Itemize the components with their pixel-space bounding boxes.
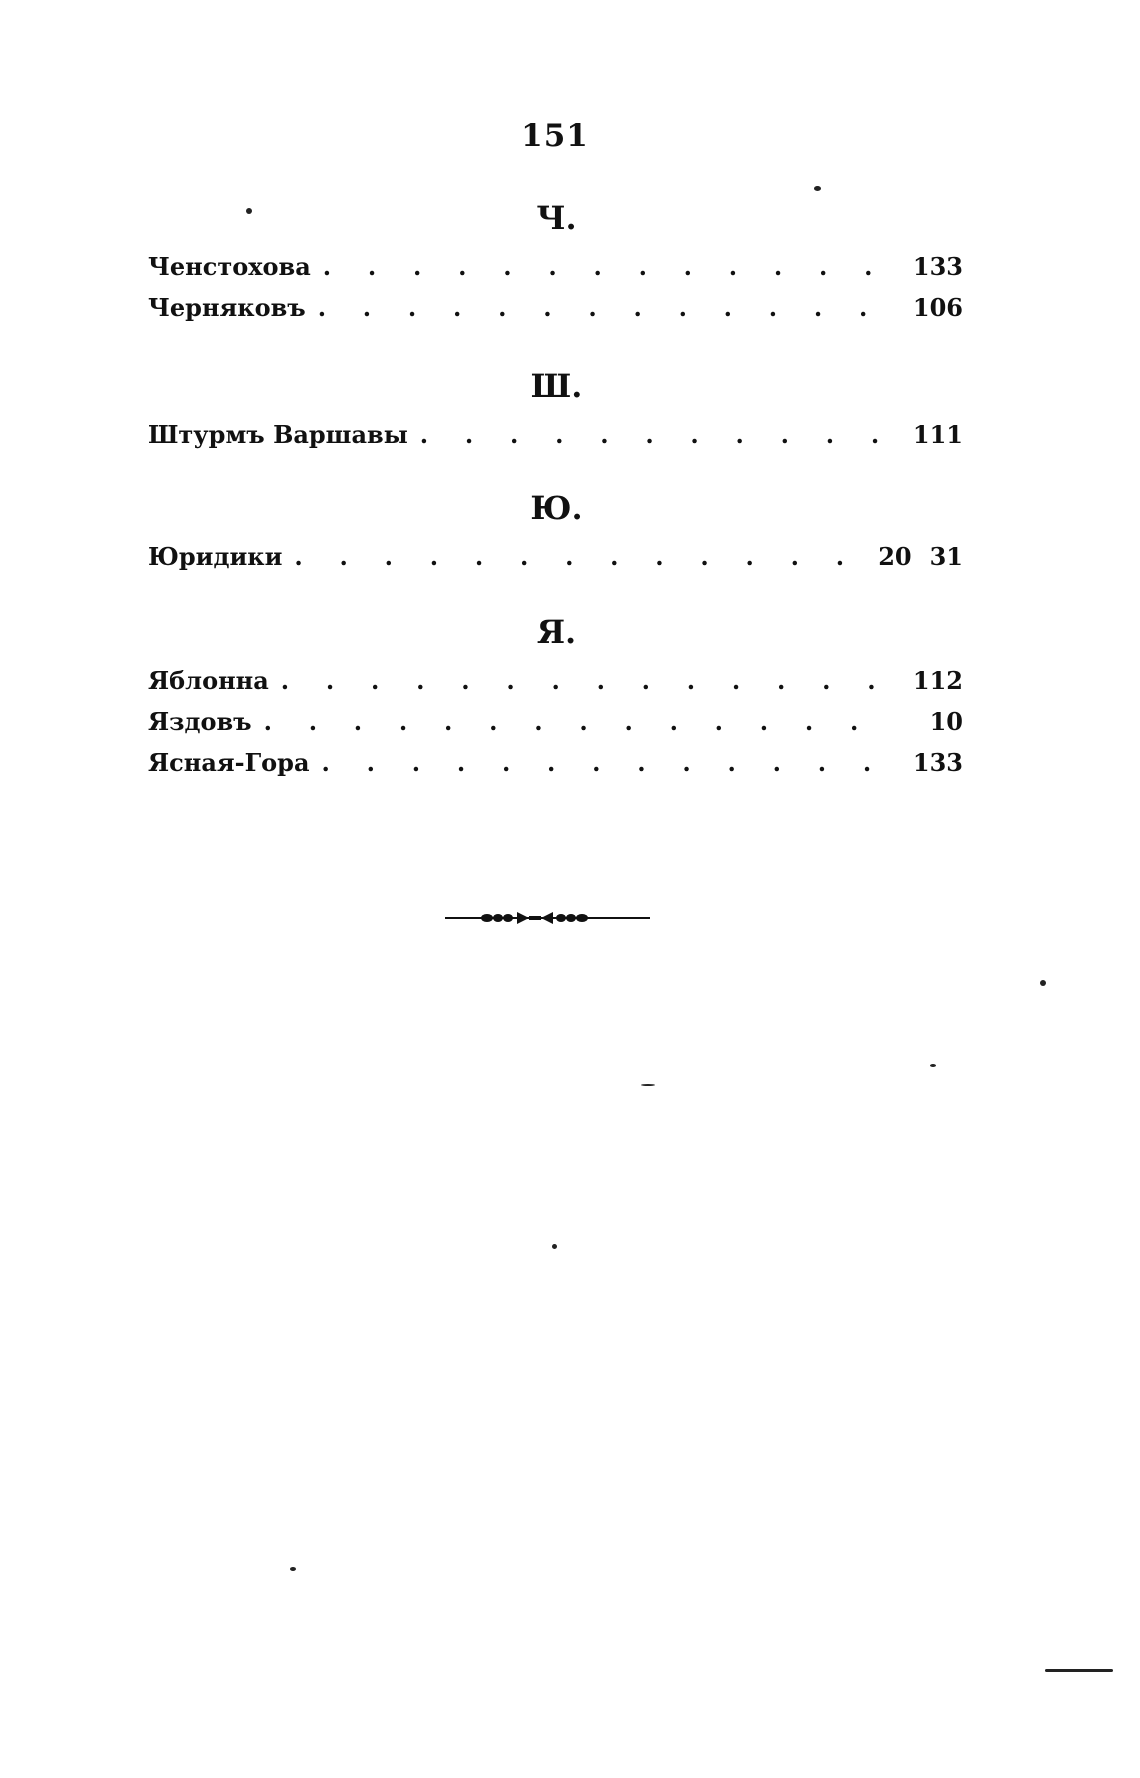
scan-speck (246, 208, 252, 214)
section-letter: Ю. (530, 489, 583, 527)
entry-pages (878, 536, 963, 577)
dot-leader (318, 287, 893, 328)
entry-page: 20 (878, 542, 912, 571)
dot-leader (420, 414, 893, 455)
entry-pages (903, 414, 963, 455)
index-section-sh (148, 358, 963, 455)
scan-speck (641, 1084, 655, 1086)
dot-leader (294, 536, 868, 577)
entry-name: Ясная-Гора (148, 748, 310, 777)
entry-name: Штурмъ Варшавы (148, 420, 408, 449)
scan-speck (1045, 1669, 1113, 1672)
scan-speck (814, 186, 821, 191)
end-ornament-icon (445, 908, 650, 928)
index-entry (148, 701, 963, 742)
dot-leader (264, 701, 893, 742)
index-entry (148, 536, 963, 577)
dot-leader (322, 742, 894, 783)
index-entry (148, 246, 963, 287)
entry-name: Ченстохова (148, 252, 311, 281)
entry-page: 10 (929, 707, 963, 736)
index-entry (148, 414, 963, 455)
index-entry (148, 660, 963, 701)
index-entry (148, 287, 963, 328)
entry-name: Юридики (148, 542, 283, 571)
entry-pages (903, 660, 963, 701)
entry-pages (903, 246, 963, 287)
scan-speck (552, 1244, 557, 1249)
entry-name: Яблонна (148, 666, 269, 695)
section-letter: Ч. (536, 199, 577, 237)
section-letter: Ш. (530, 367, 583, 405)
scan-speck (930, 1064, 936, 1067)
index-section-ya (148, 604, 963, 783)
entry-pages (903, 287, 963, 328)
entry-page: 111 (912, 420, 963, 449)
entry-page: 133 (912, 748, 963, 777)
scan-speck (290, 1567, 296, 1571)
index-section-yu (148, 480, 963, 577)
section-letter: Я. (536, 613, 577, 651)
entry-page: 112 (912, 666, 963, 695)
dot-leader (281, 660, 893, 701)
entry-pages (903, 742, 963, 783)
entry-name: Яздовъ (148, 707, 252, 736)
page-number: 151 (521, 118, 589, 154)
entry-page: 106 (912, 293, 963, 322)
entry-page: 133 (912, 252, 963, 281)
index-entry (148, 742, 963, 783)
index-section-ch (148, 190, 963, 328)
entry-pages (903, 701, 963, 742)
scan-speck (1040, 980, 1046, 986)
entry-page: 31 (929, 542, 963, 571)
entry-name: Черняковъ (148, 293, 306, 322)
dot-leader (323, 246, 893, 287)
